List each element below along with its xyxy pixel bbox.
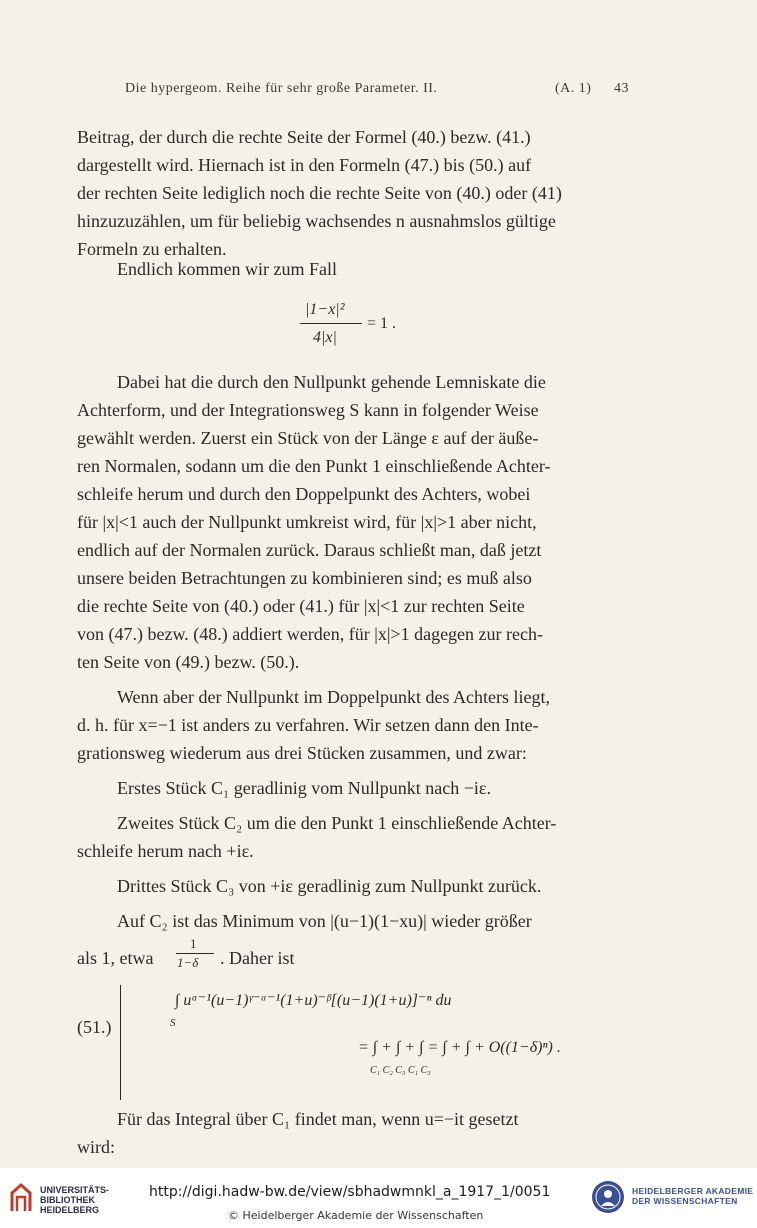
copyright-text: © Heidelberger Akademie der Wissenschaften [228,1209,484,1222]
text-line: wird: [77,1137,115,1157]
academy-logo[interactable] [590,1178,752,1218]
text-line: von (47.) bezw. (48.) addiert werden, für |x|>1 dagegen zur rech- [77,624,543,644]
text-line: endlich auf der Normalen zurück. Daraus schließt man, daß jetzt [77,540,542,560]
text-line: Zweites Stück C₂ um die den Punkt 1 einschließende Achter- [117,813,557,833]
text-line: Endlich kommen wir zum Fall [117,259,337,279]
eq-denominator: 4|x| [313,329,337,346]
inline-fraction-bar [176,953,214,954]
text-line: ren Normalen, sodann um die den Punkt 1 einschließende Achter- [77,456,551,476]
page-url-link[interactable]: http://digi.hadw-bw.de/view/sbhadwmnkl_a_1917_1/0051 [149,1184,551,1200]
eq-numerator: |1−x|² [305,301,345,318]
library-emblem-icon [8,1181,34,1215]
equation-brace [120,985,121,1100]
section-ref: (A. 1) [555,81,592,96]
text-line: die rechte Seite von (40.) oder (41.) für |x|<1 zur rechten Seite [77,596,525,616]
text-line: schleife herum und durch den Doppelpunkt des Achters, wobei [77,484,531,504]
university-library-logo[interactable] [8,1180,128,1216]
text-line: der rechten Seite lediglich noch die rechte Seite von (40.) oder (41) [77,183,562,203]
eq-rhs: = 1 . [367,315,397,332]
text-line: Erstes Stück C₁ geradlinig vom Nullpunkt nach −iε. [117,778,491,798]
inline-frac-numerator: 1 [190,936,197,951]
text-line: Formeln zu erhalten. [77,239,227,259]
text-line: Wenn aber der Nullpunkt im Doppelpunkt des Achters liegt, [117,687,550,707]
text-line: Beitrag, der durch die rechte Seite der Formel (40.) bezw. (41.) [77,127,531,147]
footer-bar [0,1168,757,1228]
equation-line-1-sub: S [170,1017,176,1029]
text-line: Achterform, und der Integrationsweg S kann in folgender Weise [77,400,539,420]
inline-frac-denominator: 1−δ [177,955,199,970]
equation-line-2-subs: C₁ C₂ C₃ C₁ C₃ [370,1065,431,1076]
running-title: Die hypergeom. Reihe für sehr große Parameter. II. [125,81,438,96]
equation-label: (51.) [77,1017,112,1037]
text-line: für |x|<1 auch der Nullpunkt umkreist wird, für |x|>1 aber nicht, [77,512,537,532]
text-line: unsere beiden Betrachtungen zu kombinieren sind; es muß also [77,568,532,588]
text-line: grationsweg wiederum aus drei Stücken zusammen, und zwar: [77,743,527,763]
text-line: Auf C₂ ist das Minimum von |(u−1)(1−xu)| wieder größer [117,911,532,931]
equation-line-2: = ∫ + ∫ + ∫ = ∫ + ∫ + O((1−δ)ⁿ) . [358,1039,561,1056]
academy-logo-text: HEIDELBERGER AKADEMIE DER WISSENSCHAFTEN [632,1186,754,1206]
text-line: Drittes Stück C₃ von +iε geradlinig zum Nullpunkt zurück. [117,876,542,896]
text-line: gewählt werden. Zuerst ein Stück von der Länge ε auf der äuße- [77,428,539,448]
fraction-bar [300,323,362,324]
text-line: Für das Integral über C₁ findet man, wenn u=−it gesetzt [117,1109,519,1129]
text-line: als 1, etwa [77,948,154,968]
text-line: d. h. für x=−1 ist anders zu verfahren. Wir setzen dann den Inte- [77,715,539,735]
text-line: . Daher ist [220,948,295,968]
text-line: schleife herum nach +iε. [77,841,254,861]
academy-seal-icon [590,1179,626,1215]
equation-line-1: ∫ uᵅ⁻¹(u−1)ᵞ⁻ᵅ⁻¹(1+u)⁻ᵝ[(u−1)(1+u)]⁻ⁿ du [175,992,452,1009]
text-line: ten Seite von (49.) bezw. (50.). [77,652,300,672]
page-number: 43 [614,81,629,96]
library-logo-text: UNIVERSITÄTS- BIBLIOTHEK HEIDELBERG [40,1185,110,1215]
text-line: Dabei hat die durch den Nullpunkt gehende Lemniskate die [117,372,546,392]
text-line: hinzuzuzählen, um für beliebig wachsendes n ausnahmslos gültige [77,211,556,231]
text-line: dargestellt wird. Hiernach ist in den Formeln (47.) bis (50.) auf [77,155,532,175]
